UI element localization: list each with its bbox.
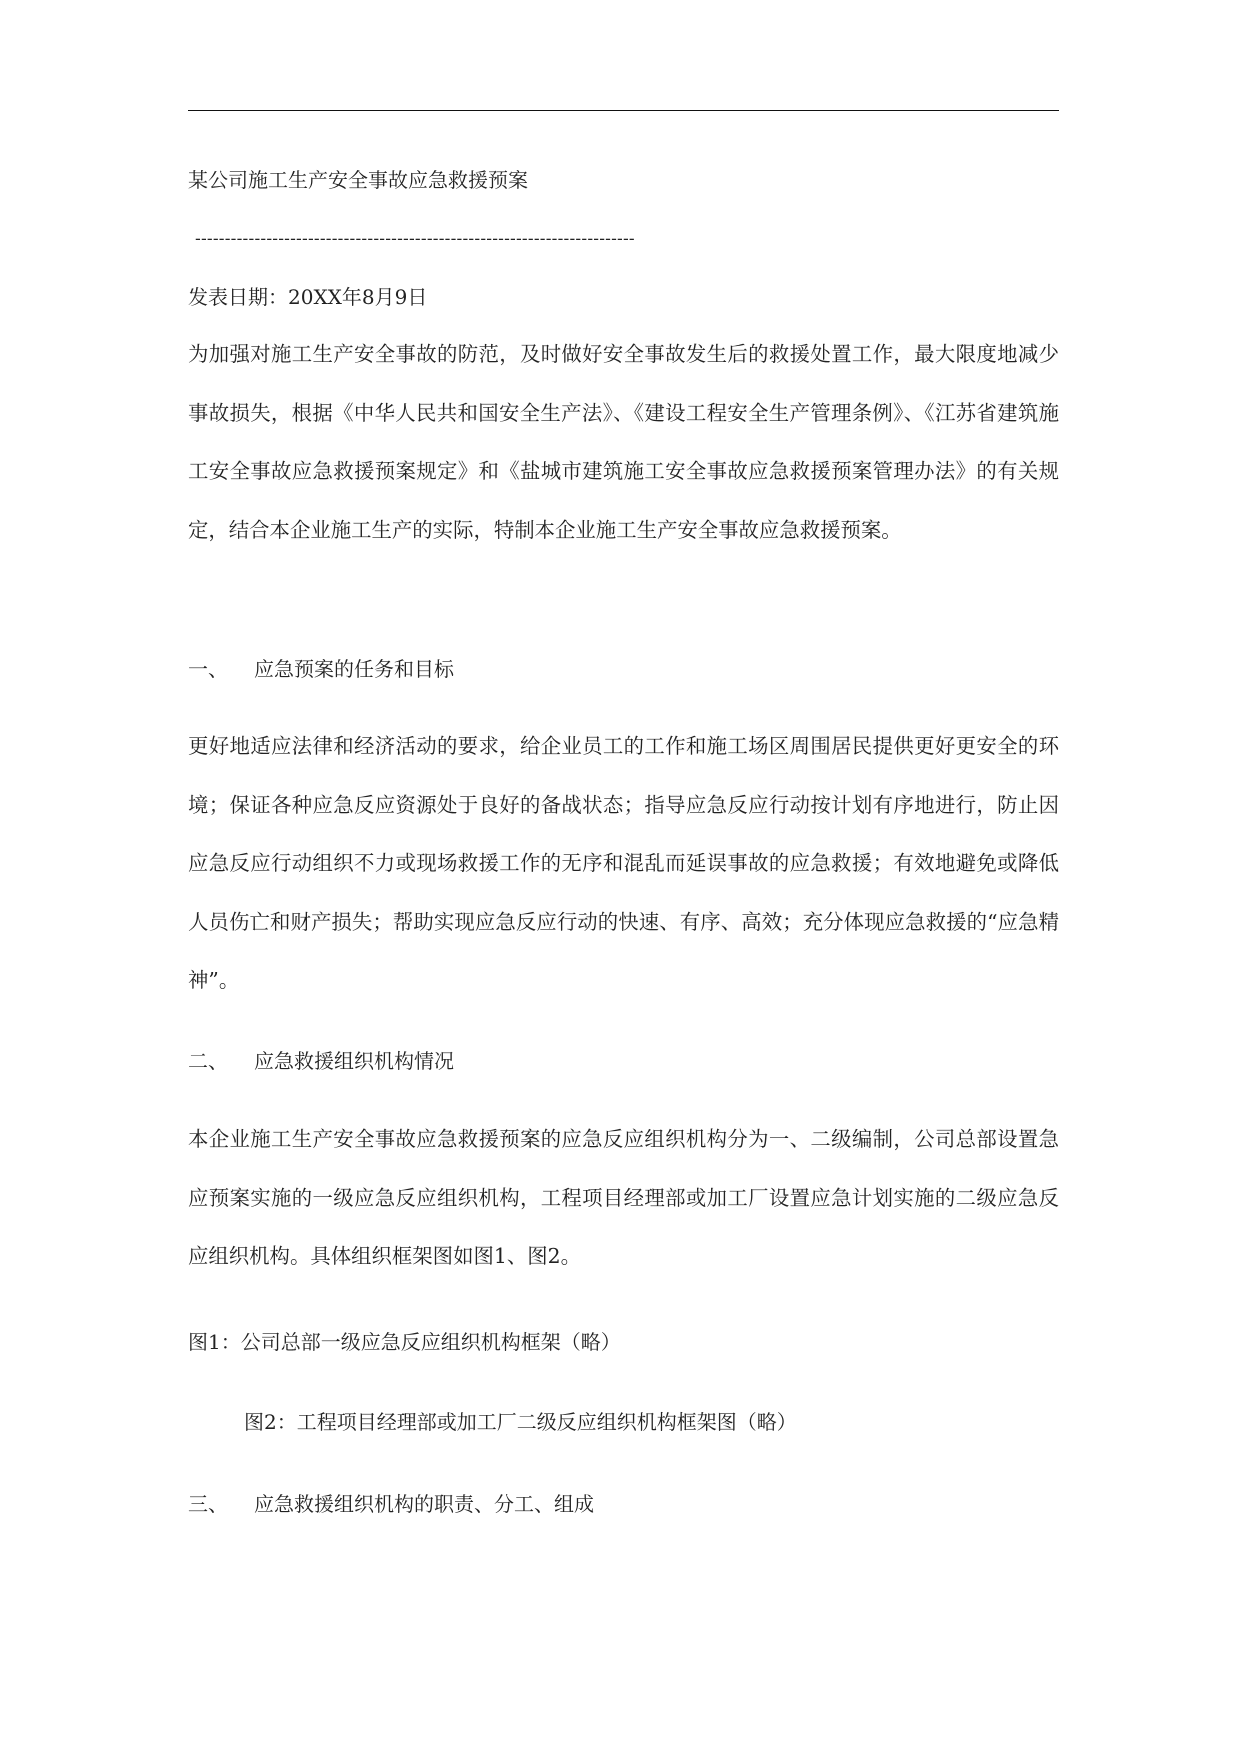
section-heading-1 bbox=[188, 655, 454, 683]
publish-date: 发表日期：20XX年8月9日 bbox=[188, 285, 428, 309]
section-number: 三、 bbox=[188, 1492, 228, 1516]
intro-paragraph: 为加强对施工生产安全事故的防范，及时做好安全事故发生后的救援处置工作，最大限度地减少事故损失，根据《中华人民共和国安全生产法》、《建设工程安全生产管理条例》、《江苏省建筑施工安全事故应急救援预案规定》和《盐城市建筑施工安全事故应急救援预案管理办法》的有关规定，结合本企业施工生产的实际，特制本企业施工生产安全事故应急救援预案。 bbox=[188, 342, 1059, 542]
section-heading-2 bbox=[188, 1047, 454, 1075]
section-number: 一、 bbox=[188, 657, 228, 681]
section-title: 应急救援组织机构情况 bbox=[254, 1049, 454, 1073]
section-number: 二、 bbox=[188, 1049, 228, 1073]
section-title: 应急预案的任务和目标 bbox=[254, 657, 454, 681]
section-body-1: 更好地适应法律和经济活动的要求，给企业员工的工作和施工场区周围居民提供更好更安全的环境；保证各种应急反应资源处于良好的备战状态；指导应急反应行动按计划有序地进行，防止因应急反应行动组织不力或现场救援工作的无序和混乱而延误事故的应急救援；有效地避免或降低人员伤亡和财产损失；帮助实现应急反应行动的快速、有序、高效；充分体现应急救援的“应急精神”。 bbox=[188, 734, 1059, 992]
figure-1-caption: 图1：公司总部一级应急反应组织机构框架（略） bbox=[188, 1330, 621, 1354]
section-body-2: 本企业施工生产安全事故应急救援预案的应急反应组织机构分为一、二级编制，公司总部设置急应预案实施的一级应急反应组织机构，工程项目经理部或加工厂设置应急计划实施的二级应急反应组织机构。具体组织框架图如图1、图2。 bbox=[188, 1127, 1059, 1268]
section-title: 应急救援组织机构的职责、分工、组成 bbox=[254, 1492, 594, 1516]
section-heading-3 bbox=[188, 1490, 594, 1518]
document-title: 某公司施工生产安全事故应急救援预案 bbox=[188, 168, 528, 192]
header-rule bbox=[188, 110, 1059, 111]
figure-2-caption: 图2：工程项目经理部或加工厂二级反应组织机构框架图（略） bbox=[244, 1410, 797, 1434]
separator-line: -------------------------------------------------------------------------- bbox=[195, 229, 635, 249]
